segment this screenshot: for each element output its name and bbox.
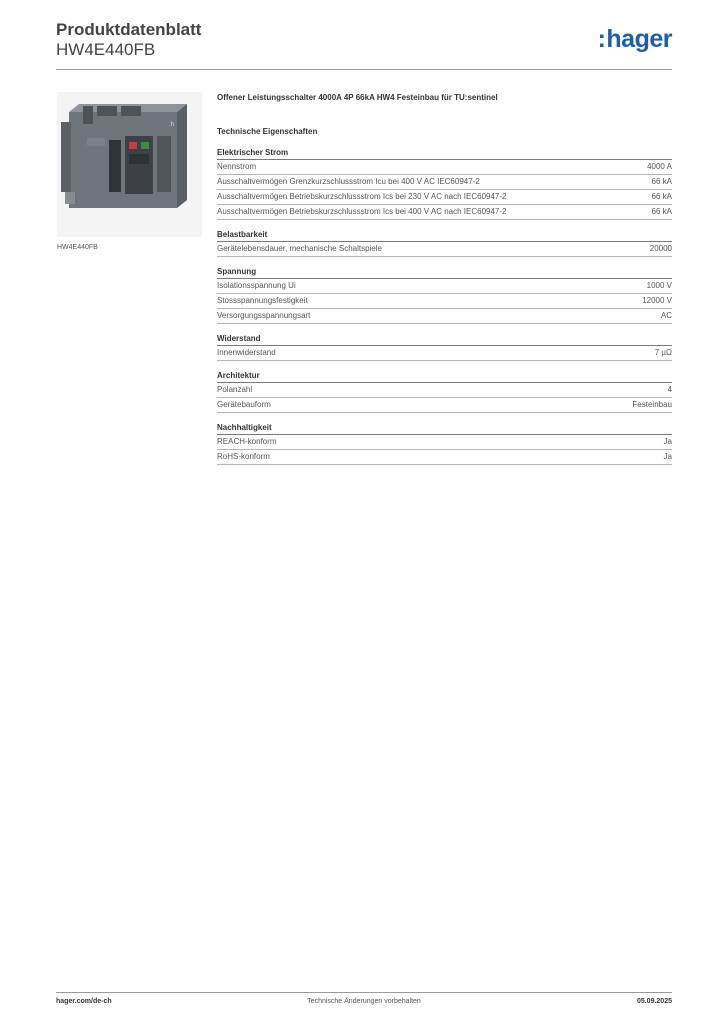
product-code: HW4E440FB bbox=[56, 40, 156, 59]
image-caption: HW4E440FB bbox=[57, 244, 98, 251]
section-title: Belastbarkeit bbox=[217, 230, 672, 242]
section-architektur bbox=[217, 371, 672, 413]
section-title: Architektur bbox=[217, 371, 672, 383]
spec-value: 4000 A bbox=[647, 162, 672, 171]
disclaimer-text: Technische Änderungen vorbehalten bbox=[307, 998, 421, 1005]
spec-label: Ausschaltvermögen Betriebskurzschlussstrom Ics bei 230 V AC nach IEC60947-2 bbox=[217, 192, 507, 201]
spec-row bbox=[217, 242, 672, 257]
spec-label: Nennstrom bbox=[217, 162, 257, 171]
spec-label: Versorgungsspannungsart bbox=[217, 311, 311, 320]
spec-label: Isolationsspannung Ui bbox=[217, 281, 296, 290]
spec-row bbox=[217, 160, 672, 175]
product-description: Offener Leistungsschalter 4000A 4P 66kA HW4 Festeinbau für TU:sentinel bbox=[217, 93, 498, 102]
spec-label: Gerätebauform bbox=[217, 400, 271, 409]
product-image bbox=[57, 92, 202, 237]
spec-label: REACH-konform bbox=[217, 437, 277, 446]
section-belastbarkeit bbox=[217, 230, 672, 257]
spec-row bbox=[217, 309, 672, 324]
spec-value: Ja bbox=[663, 452, 672, 461]
spec-value: 66 kA bbox=[651, 177, 672, 186]
spec-value: Ja bbox=[663, 437, 672, 446]
spec-value: AC bbox=[660, 311, 672, 320]
section-title: Nachhaltigkeit bbox=[217, 423, 672, 435]
spec-label: Polanzahl bbox=[217, 385, 253, 394]
footer-divider bbox=[56, 992, 672, 993]
website-link[interactable]: hager.com/de-ch bbox=[56, 998, 112, 1005]
logo-dots-icon: : bbox=[597, 25, 606, 53]
section-title: Spannung bbox=[217, 267, 672, 279]
datasheet-content bbox=[217, 93, 672, 475]
spec-row bbox=[217, 190, 672, 205]
spec-row bbox=[217, 175, 672, 190]
technical-properties-heading: Technische Eigenschaften bbox=[217, 127, 318, 136]
spec-label: Ausschaltvermögen Grenzkurzschlussstrom Icu bei 400 V AC IEC60947-2 bbox=[217, 177, 480, 186]
section-spannung bbox=[217, 267, 672, 324]
spec-value: 12000 V bbox=[642, 296, 672, 305]
spec-value: 66 kA bbox=[651, 207, 672, 216]
section-nachhaltigkeit bbox=[217, 423, 672, 465]
spec-row bbox=[217, 383, 672, 398]
spec-row bbox=[217, 435, 672, 450]
circuit-breaker-icon bbox=[57, 92, 202, 237]
spec-label: RoHS-konform bbox=[217, 452, 270, 461]
spec-value: 7 µΩ bbox=[654, 348, 672, 357]
logo-text: hager bbox=[606, 25, 672, 53]
hager-logo bbox=[598, 26, 672, 52]
document-title: Produktdatenblatt bbox=[56, 20, 202, 39]
spec-label: Ausschaltvermögen Betriebskurzschlussstrom Ics bei 400 V AC nach IEC60947-2 bbox=[217, 207, 507, 216]
header-divider bbox=[56, 69, 672, 70]
section-elektrischer-strom bbox=[217, 148, 672, 220]
spec-row bbox=[217, 279, 672, 294]
spec-value: Festeinbau bbox=[632, 400, 672, 409]
spec-value: 20000 bbox=[649, 244, 672, 253]
spec-label: Gerätelebensdauer, mechanische Schaltspiele bbox=[217, 244, 382, 253]
spec-label: Stossspannungsfestigkeit bbox=[217, 296, 308, 305]
spec-row bbox=[217, 450, 672, 465]
svg-text::h: :h bbox=[169, 122, 175, 128]
page-header bbox=[56, 20, 672, 70]
spec-row bbox=[217, 346, 672, 361]
spec-value: 4 bbox=[667, 385, 672, 394]
section-widerstand bbox=[217, 334, 672, 361]
spec-row bbox=[217, 398, 672, 413]
section-title: Elektrischer Strom bbox=[217, 148, 672, 160]
document-date: 05.09.2025 bbox=[636, 998, 672, 1005]
section-title: Widerstand bbox=[217, 334, 672, 346]
spec-label: Innenwiderstand bbox=[217, 348, 276, 357]
spec-value: 66 kA bbox=[651, 192, 672, 201]
spec-row bbox=[217, 205, 672, 220]
spec-value: 1000 V bbox=[646, 281, 672, 290]
spec-row bbox=[217, 294, 672, 309]
